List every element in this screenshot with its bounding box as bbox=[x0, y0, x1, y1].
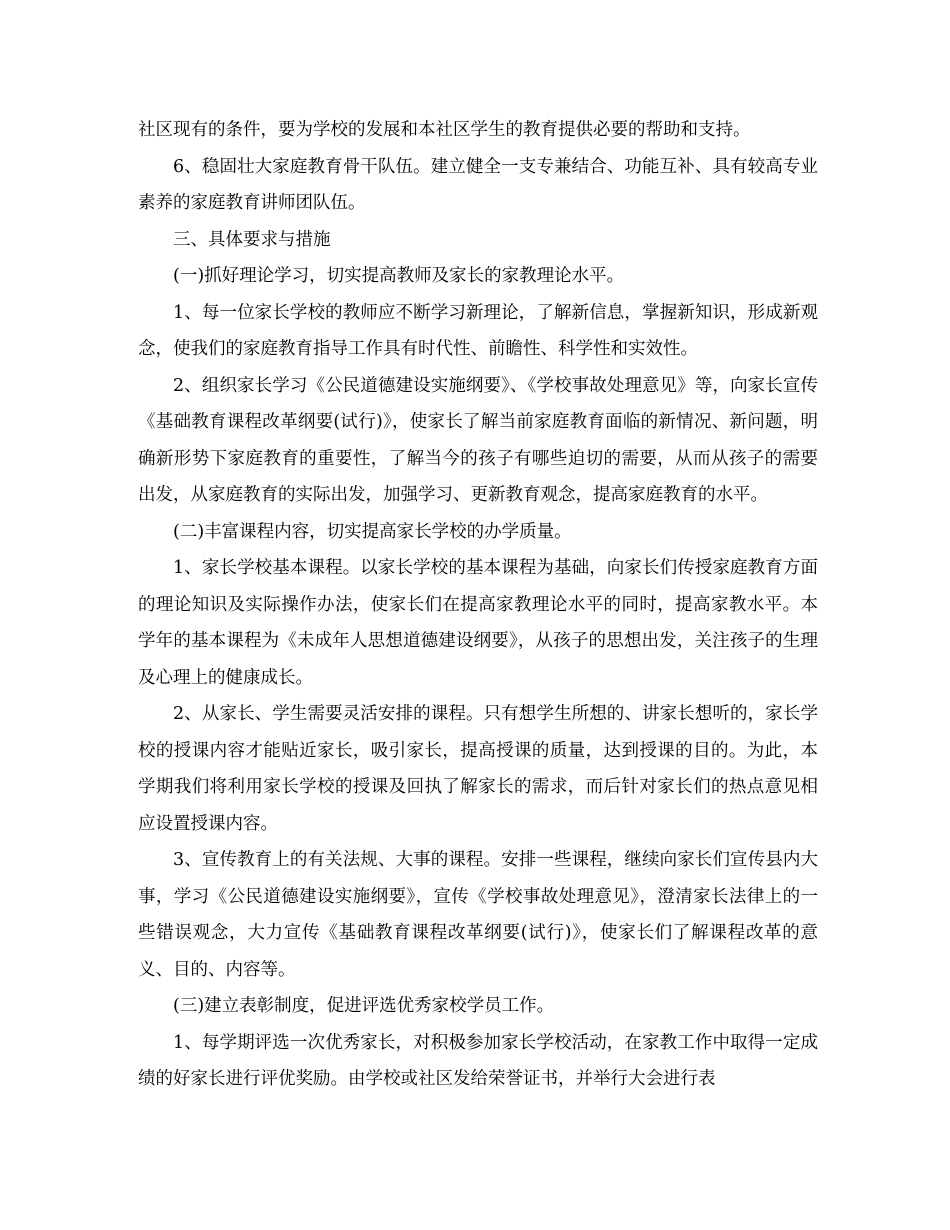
paragraph: 1、家长学校基本课程。以家长学校的基本课程为基础，向家长们传授家庭教育方面的理论知识及实际操作办法，使家长们在提高家教理论水平的同时，提高家教水平。本学年的基本课程为《未成年人思想道德建设纲要》，从孩子的思想出发，关注孩子的生理及心理上的健康成长。 bbox=[138, 558, 818, 688]
paragraph: 2、组织家长学习《公民道德建设实施纲要》、《学校事故处理意见》等，向家长宣传《基础教育课程改革纲要(试行)》，使家长了解当前家庭教育面临的新情况、新问题，明确新形势下家庭教育的重要性，了解当今的孩子有哪些迫切的需要，从而从孩子的需要出发，从家庭教育的实际出发，加强学习、更新教育观念，提高家庭教育的水平。 bbox=[138, 375, 818, 505]
paragraph: 2、从家长、学生需要灵活安排的课程。只有想学生所想的、讲家长想听的，家长学校的授课内容才能贴近家长，吸引家长，提高授课的质量，达到授课的目的。为此，本学期我们将利用家长学校的授课及回执了解家长的需求，而后针对家长们的热点意见相应设置授课内容。 bbox=[138, 704, 818, 834]
paragraph: 1、每学期评选一次优秀家长，对积极参加家长学校活动，在家教工作中取得一定成绩的好家长进行评优奖励。由学校或社区发给荣誉证书，并举行大会进行表 bbox=[138, 1032, 818, 1089]
subsection-heading: (三)建立表彰制度，促进评选优秀家校学员工作。 bbox=[173, 996, 555, 1016]
paragraph: 社区现有的条件，要为学校的发展和本社区学生的教育提供必要的帮助和支持。 bbox=[138, 120, 751, 140]
paragraph: 1、每一位家长学校的教师应不断学习新理论，了解新信息，掌握新知识，形成新观念，使我们的家庭教育指导工作具有时代性、前瞻性、科学性和实效性。 bbox=[138, 302, 818, 359]
paragraph: 6、稳固壮大家庭教育骨干队伍。建立健全一支专兼结合、功能互补、具有较高专业素养的家庭教育讲师团队伍。 bbox=[138, 156, 818, 213]
paragraph: 3、宣传教育上的有关法规、大事的课程。安排一些课程，继续向家长们宣传县内大事，学习《公民道德建设实施纲要》，宣传《学校事故处理意见》，澄清家长法律上的一些错误观念，大力宣传《基础教育课程改革纲要(试行)》，使家长们了解课程改革的意义、目的、内容等。 bbox=[138, 850, 818, 980]
subsection-heading: (一)抓好理论学习，切实提高教师及家长的家教理论水平。 bbox=[173, 266, 625, 286]
section-heading: 三、具体要求与措施 bbox=[173, 229, 331, 250]
document-body bbox=[138, 112, 818, 1098]
subsection-heading: (二)丰富课程内容，切实提高家长学校的办学质量。 bbox=[173, 521, 572, 542]
